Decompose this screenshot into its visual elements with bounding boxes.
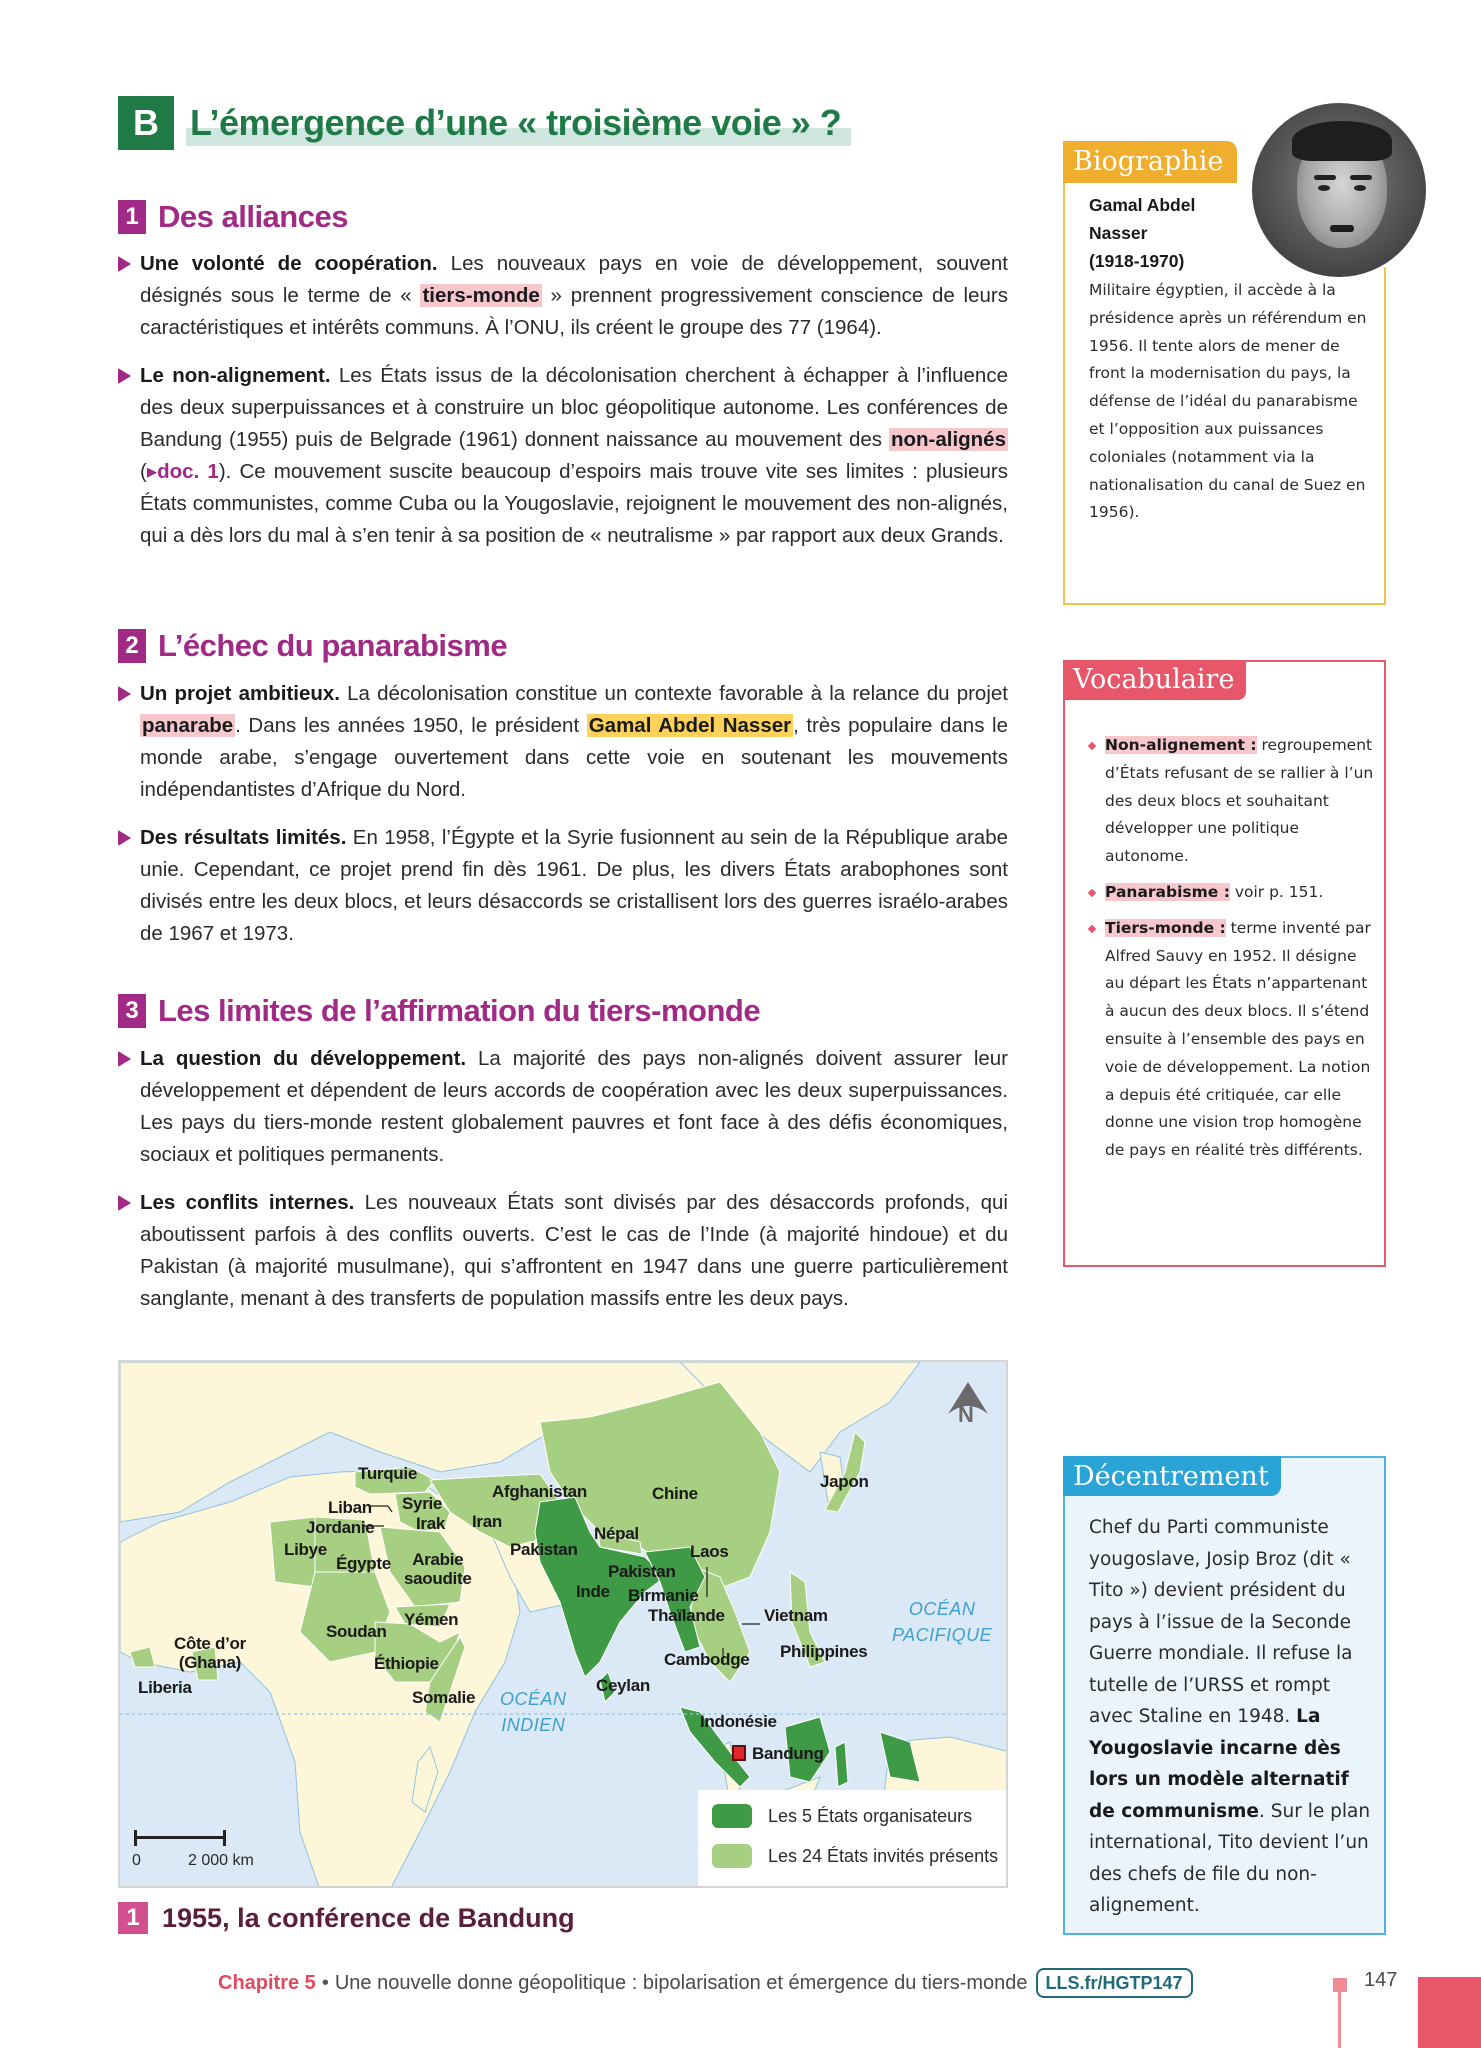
page-marker-line: [1338, 1990, 1341, 2048]
portrait-brow: [1314, 175, 1336, 180]
bullet-triangle-icon: [118, 830, 131, 846]
bullet-triangle-icon: [118, 256, 131, 272]
map-legend: [698, 1790, 1006, 1886]
map-label-irak: Irak: [416, 1514, 446, 1533]
subsection-title: L’échec du panarabisme: [158, 628, 508, 663]
play-triangle-icon: ▸: [146, 460, 158, 483]
ocean-label-indien: [500, 1686, 567, 1738]
bullet-triangle-icon: [118, 368, 131, 384]
page-number: 147: [1364, 1969, 1398, 1991]
map-scale: [132, 1826, 312, 1876]
subsection-1-heading: [118, 199, 348, 235]
ocean-label-line: INDIEN: [501, 1715, 566, 1735]
legend-item-invited: [712, 1844, 998, 1868]
subsection-title: Les limites de l’affirmation du tiers-monde: [158, 993, 761, 1028]
vocabulary-tab: Vocabulaire: [1063, 660, 1246, 700]
paragraph-text: ). Ce mouvement suscite beaucoup d’espoirs mais trouve vite ses limites : plusieurs États communistes, comme Cuba ou la Yougoslavie, rejoignent le mouvement des non-alignés, qui a dès lors du mal à s’en tenir à sa position de « neutralisme » par rapport aux deux Grands.: [140, 460, 1008, 547]
paragraph-non-alignement: [118, 360, 1008, 552]
paragraph-lead: Des résultats limités.: [140, 826, 347, 849]
decentrement-tab: Décentrement: [1063, 1456, 1281, 1496]
paragraph-lead: Un projet ambitieux.: [140, 682, 340, 705]
scale-bar: [134, 1830, 226, 1846]
map-label-indonesie: Indonésie: [700, 1712, 777, 1731]
paragraph-lead: Les conflits internes.: [140, 1191, 355, 1214]
map-label-line: (Ghana): [178, 1653, 242, 1672]
map-label-laos: Laos: [690, 1542, 729, 1561]
paragraph-lead: La question du développement.: [140, 1047, 467, 1070]
map-label-turquie: Turquie: [358, 1464, 417, 1483]
decentrement-text-bold: La Yougoslavie incarne dès lors un modèle alternatif de communisme: [1089, 1706, 1349, 1822]
subsection-title: Des alliances: [158, 199, 348, 234]
paragraph-text: , très populaire dans le monde arabe, s’engage ouvertement dans cette voie en soutenant les mouvements indépendantistes d’Afrique du Nord.: [140, 714, 1008, 801]
paragraph-lead: Une volonté de coopération.: [140, 252, 438, 275]
biography-link-nasser[interactable]: Gamal Abdel Nasser: [588, 714, 792, 737]
document-caption: [118, 1902, 575, 1934]
footer-separator: •: [321, 1971, 329, 1994]
subsection-number: 3: [118, 994, 146, 1028]
decentrement-text: [1089, 1512, 1374, 1922]
decentrement-text-end: . Sur le plan international, Tito devient l’un des chefs de file du non-alignement.: [1089, 1800, 1371, 1916]
map-label-liban: Liban: [328, 1498, 372, 1517]
subsection-2-heading: [118, 628, 507, 664]
paragraph-text: La décolonisation constitue un contexte favorable à la relance du projet: [339, 682, 1008, 705]
portrait-hair: [1292, 121, 1392, 161]
footer-link-button[interactable]: LLS.fr/HGTP147: [1036, 1968, 1193, 1998]
map-label-philippines: Philippines: [780, 1642, 868, 1661]
paragraph-text: Les nouveaux États sont divisés par des désaccords profonds, qui aboutissent parfois à des conflits ouverts. C’est le cas de l’Inde (à majorité hindoue) et du Pakistan (à majorité musulmane), qui s’affrontent en 1947 dans une guerre particulièrement sanglante, menant à des transferts de population massifs entre les deux pays.: [140, 1191, 1008, 1310]
nasser-portrait-photo: [1249, 100, 1429, 280]
vocabulary-definition: terme inventé par Alfred Sauvy en 1952. Il désigne au départ les États n’appartenant à aucun des deux blocs. Il s’étend ensuite à l’ensemble des pays en voie de développement. La notion a depuis été critiquée, car elle donne une vision trop homogène de pays en réalité très différents.: [1105, 918, 1371, 1160]
map-label-liberia: Liberia: [138, 1678, 192, 1697]
legend-label: Les 24 États invités présents: [768, 1845, 999, 1866]
north-label: N: [958, 1402, 974, 1427]
map-label-syrie: Syrie: [402, 1494, 443, 1513]
vocab-link-non-alignes[interactable]: non-alignés: [890, 428, 1006, 451]
page-edge-tab: [1418, 1977, 1481, 2048]
paragraph-text: La majorité des pays non-alignés doivent assurer leur développement et dépendent de leurs accords de coopération avec les deux superpuissances. Les pays du tiers-monde restent globalement pauvres et font face à des défis économiques, sociaux et politiques permanents.: [140, 1047, 1009, 1166]
subsection-number: 2: [118, 629, 146, 663]
map-label-libye: Libye: [284, 1540, 327, 1559]
subsection-number: 1: [118, 200, 146, 234]
legend-swatch-light-green: [712, 1844, 752, 1868]
decentrement-text-plain: Chef du Parti communiste yougoslave, Josip Broz (dit « Tito ») devient président du pays à l’issue de la Seconde Guerre mondiale. Il refuse la tutelle de l’URSS et rompt avec Staline en 1948.: [1089, 1517, 1353, 1727]
map-label-arabie-saoudite: [404, 1550, 472, 1588]
map-label-pakistan-est: Pakistan: [608, 1562, 676, 1581]
bullet-triangle-icon: [118, 1051, 131, 1067]
north-arrow-icon: [944, 1380, 992, 1436]
scale-zero: 0: [132, 1852, 141, 1869]
ocean-label-pacifique: [892, 1596, 992, 1648]
bandung-marker-icon: [732, 1745, 746, 1761]
section-header: [118, 96, 841, 150]
map-label-bandung: Bandung: [752, 1744, 824, 1763]
document-number: 1: [118, 1902, 148, 1934]
paragraph-resultats-limites: [118, 822, 1008, 950]
ocean-label-line: PACIFIQUE: [892, 1625, 993, 1645]
paragraph-text: En 1958, l’Égypte et la Syrie fusionnent au sein de la République arabe unie. Cependant, ce projet prend fin dès 1961. De plus, les divers États arabophones sont divisés entre les deux blocs, et leurs désaccords se cristallisent lors des guerres israélo-arabes de 1967 et 1973.: [140, 826, 1009, 945]
decentrement-box: [1063, 1456, 1386, 1935]
vocabulary-term: Panarabisme :: [1105, 882, 1230, 901]
vocabulary-definition: regroupement d’États refusant de se rallier à l’un des deux blocs et souhaitant développer une politique autonome.: [1105, 736, 1374, 866]
map-label-afghanistan: Afghanistan: [492, 1482, 587, 1501]
map-label-japon: Japon: [820, 1472, 869, 1491]
portrait-brow: [1350, 175, 1372, 180]
vocabulary-term: Non-alignement :: [1105, 736, 1257, 754]
bullet-triangle-icon: [118, 1195, 131, 1211]
bandung-conference-map: [118, 1360, 1008, 1888]
paragraph-developpement: [118, 1043, 1008, 1171]
vocabulary-item: [1087, 915, 1377, 1165]
bullet-triangle-icon: [118, 686, 131, 702]
paragraph-text: Les nouveaux pays en voie de développement, souvent désignés sous le terme de «: [140, 252, 1008, 307]
biography-text: Militaire égyptien, il accède à la présidence après un référendum en 1956. Il tente alors de mener de front la modernisation du pays, la défense de l’idéal du panarabisme et l’opposition aux puissances coloniales (notamment via la nationalisation du canal de Suez en 1956).: [1089, 281, 1367, 522]
biography-name-line: Gamal Abdel: [1089, 195, 1196, 215]
map-label-birmanie: Birmanie: [628, 1586, 699, 1605]
vocabulary-box: [1063, 660, 1386, 1267]
paragraph-text: (: [140, 460, 147, 483]
doc-reference-label: doc. 1: [157, 460, 219, 483]
paragraph-text: » prennent progressivement conscience de leurs caractéristiques et intérêts communs. À l’ONU, ils créent le groupe des 77 (1964).: [140, 284, 1008, 339]
legend-item-organizers: [712, 1804, 972, 1828]
map-label-vietnam: Vietnam: [764, 1606, 828, 1625]
vocabulary-item: [1087, 732, 1377, 871]
map-label-soudan: Soudan: [326, 1622, 387, 1641]
map-label-cambodge: Cambodge: [664, 1650, 750, 1669]
map-label-pakistan-ouest: Pakistan: [510, 1540, 578, 1559]
biography-tab: Biographie: [1063, 141, 1237, 183]
map-label-inde: Inde: [576, 1582, 610, 1601]
portrait-eye: [1318, 185, 1330, 191]
subsection-3-heading: [118, 993, 760, 1029]
section-title-wrap: [190, 102, 841, 144]
biography-name: [1089, 191, 1229, 275]
map-label-line: Arabie: [412, 1550, 464, 1569]
paragraph-text: Les États issus de la décolonisation cherchent à échapper à l’influence des deux superpuissances et à construire un bloc géopolitique autonome. Les conférences de Bandung (1955) puis de Belgrade (1961) donnent naissance au mouvement des: [140, 364, 1008, 451]
document-title: 1955, la conférence de Bandung: [162, 1902, 575, 1933]
vocab-link-panarabe[interactable]: panarabe: [142, 714, 234, 737]
page-footer: [218, 1968, 1193, 1998]
legend-label: Les 5 États organisateurs: [768, 1805, 973, 1826]
biography-name-line: Nasser: [1089, 223, 1148, 243]
footer-chapter-title: Une nouvelle donne géopolitique : bipolarisation et émergence du tiers-monde: [334, 1971, 1028, 1994]
scale-distance: 2 000 km: [188, 1852, 254, 1869]
portrait-mustache: [1330, 225, 1354, 232]
vocabulary-item: [1087, 879, 1377, 907]
biography-dates: (1918-1970): [1089, 251, 1185, 271]
portrait-eye: [1354, 185, 1366, 191]
map-label-line: saoudite: [404, 1569, 472, 1588]
map-label-cote-d-or: [174, 1634, 246, 1672]
paragraph-lead: Le non-alignement.: [140, 364, 331, 387]
paragraph-projet-ambitieux: [118, 678, 1008, 806]
map-label-chine: Chine: [652, 1484, 698, 1503]
doc-reference-link[interactable]: [147, 460, 219, 483]
vocab-link-tiers-monde[interactable]: tiers-monde: [422, 284, 540, 307]
map-label-thailande: Thaïlande: [648, 1606, 725, 1625]
map-label-jordanie: Jordanie: [306, 1518, 375, 1537]
map-label-line: Côte d’or: [174, 1634, 246, 1653]
vocabulary-term: Tiers-monde :: [1105, 918, 1226, 937]
map-label-iran: Iran: [472, 1512, 502, 1531]
map-label-ethiopie: Éthiopie: [374, 1654, 439, 1673]
vocabulary-list: [1087, 732, 1377, 1173]
map-label-egypte: Égypte: [336, 1554, 391, 1573]
ocean-label-line: OCÉAN: [908, 1599, 976, 1619]
section-letter-badge: B: [118, 96, 174, 150]
section-title: L’émergence d’une « troisième voie » ?: [190, 102, 842, 143]
map-label-ceylan: Ceylan: [596, 1676, 650, 1695]
footer-chapter: Chapitre 5: [218, 1971, 316, 1994]
vocabulary-definition: voir p. 151.: [1229, 882, 1324, 901]
map-label-nepal: Népal: [594, 1524, 639, 1543]
paragraph-conflits-internes: [118, 1187, 1008, 1315]
legend-swatch-dark-green: [712, 1804, 752, 1828]
paragraph-cooperation: [118, 248, 1008, 344]
ocean-label-line: OCÉAN: [500, 1689, 567, 1709]
paragraph-text: . Dans les années 1950, le président: [235, 714, 587, 737]
map-label-yemen: Yémen: [404, 1610, 459, 1629]
map-label-somalie: Somalie: [412, 1688, 476, 1707]
